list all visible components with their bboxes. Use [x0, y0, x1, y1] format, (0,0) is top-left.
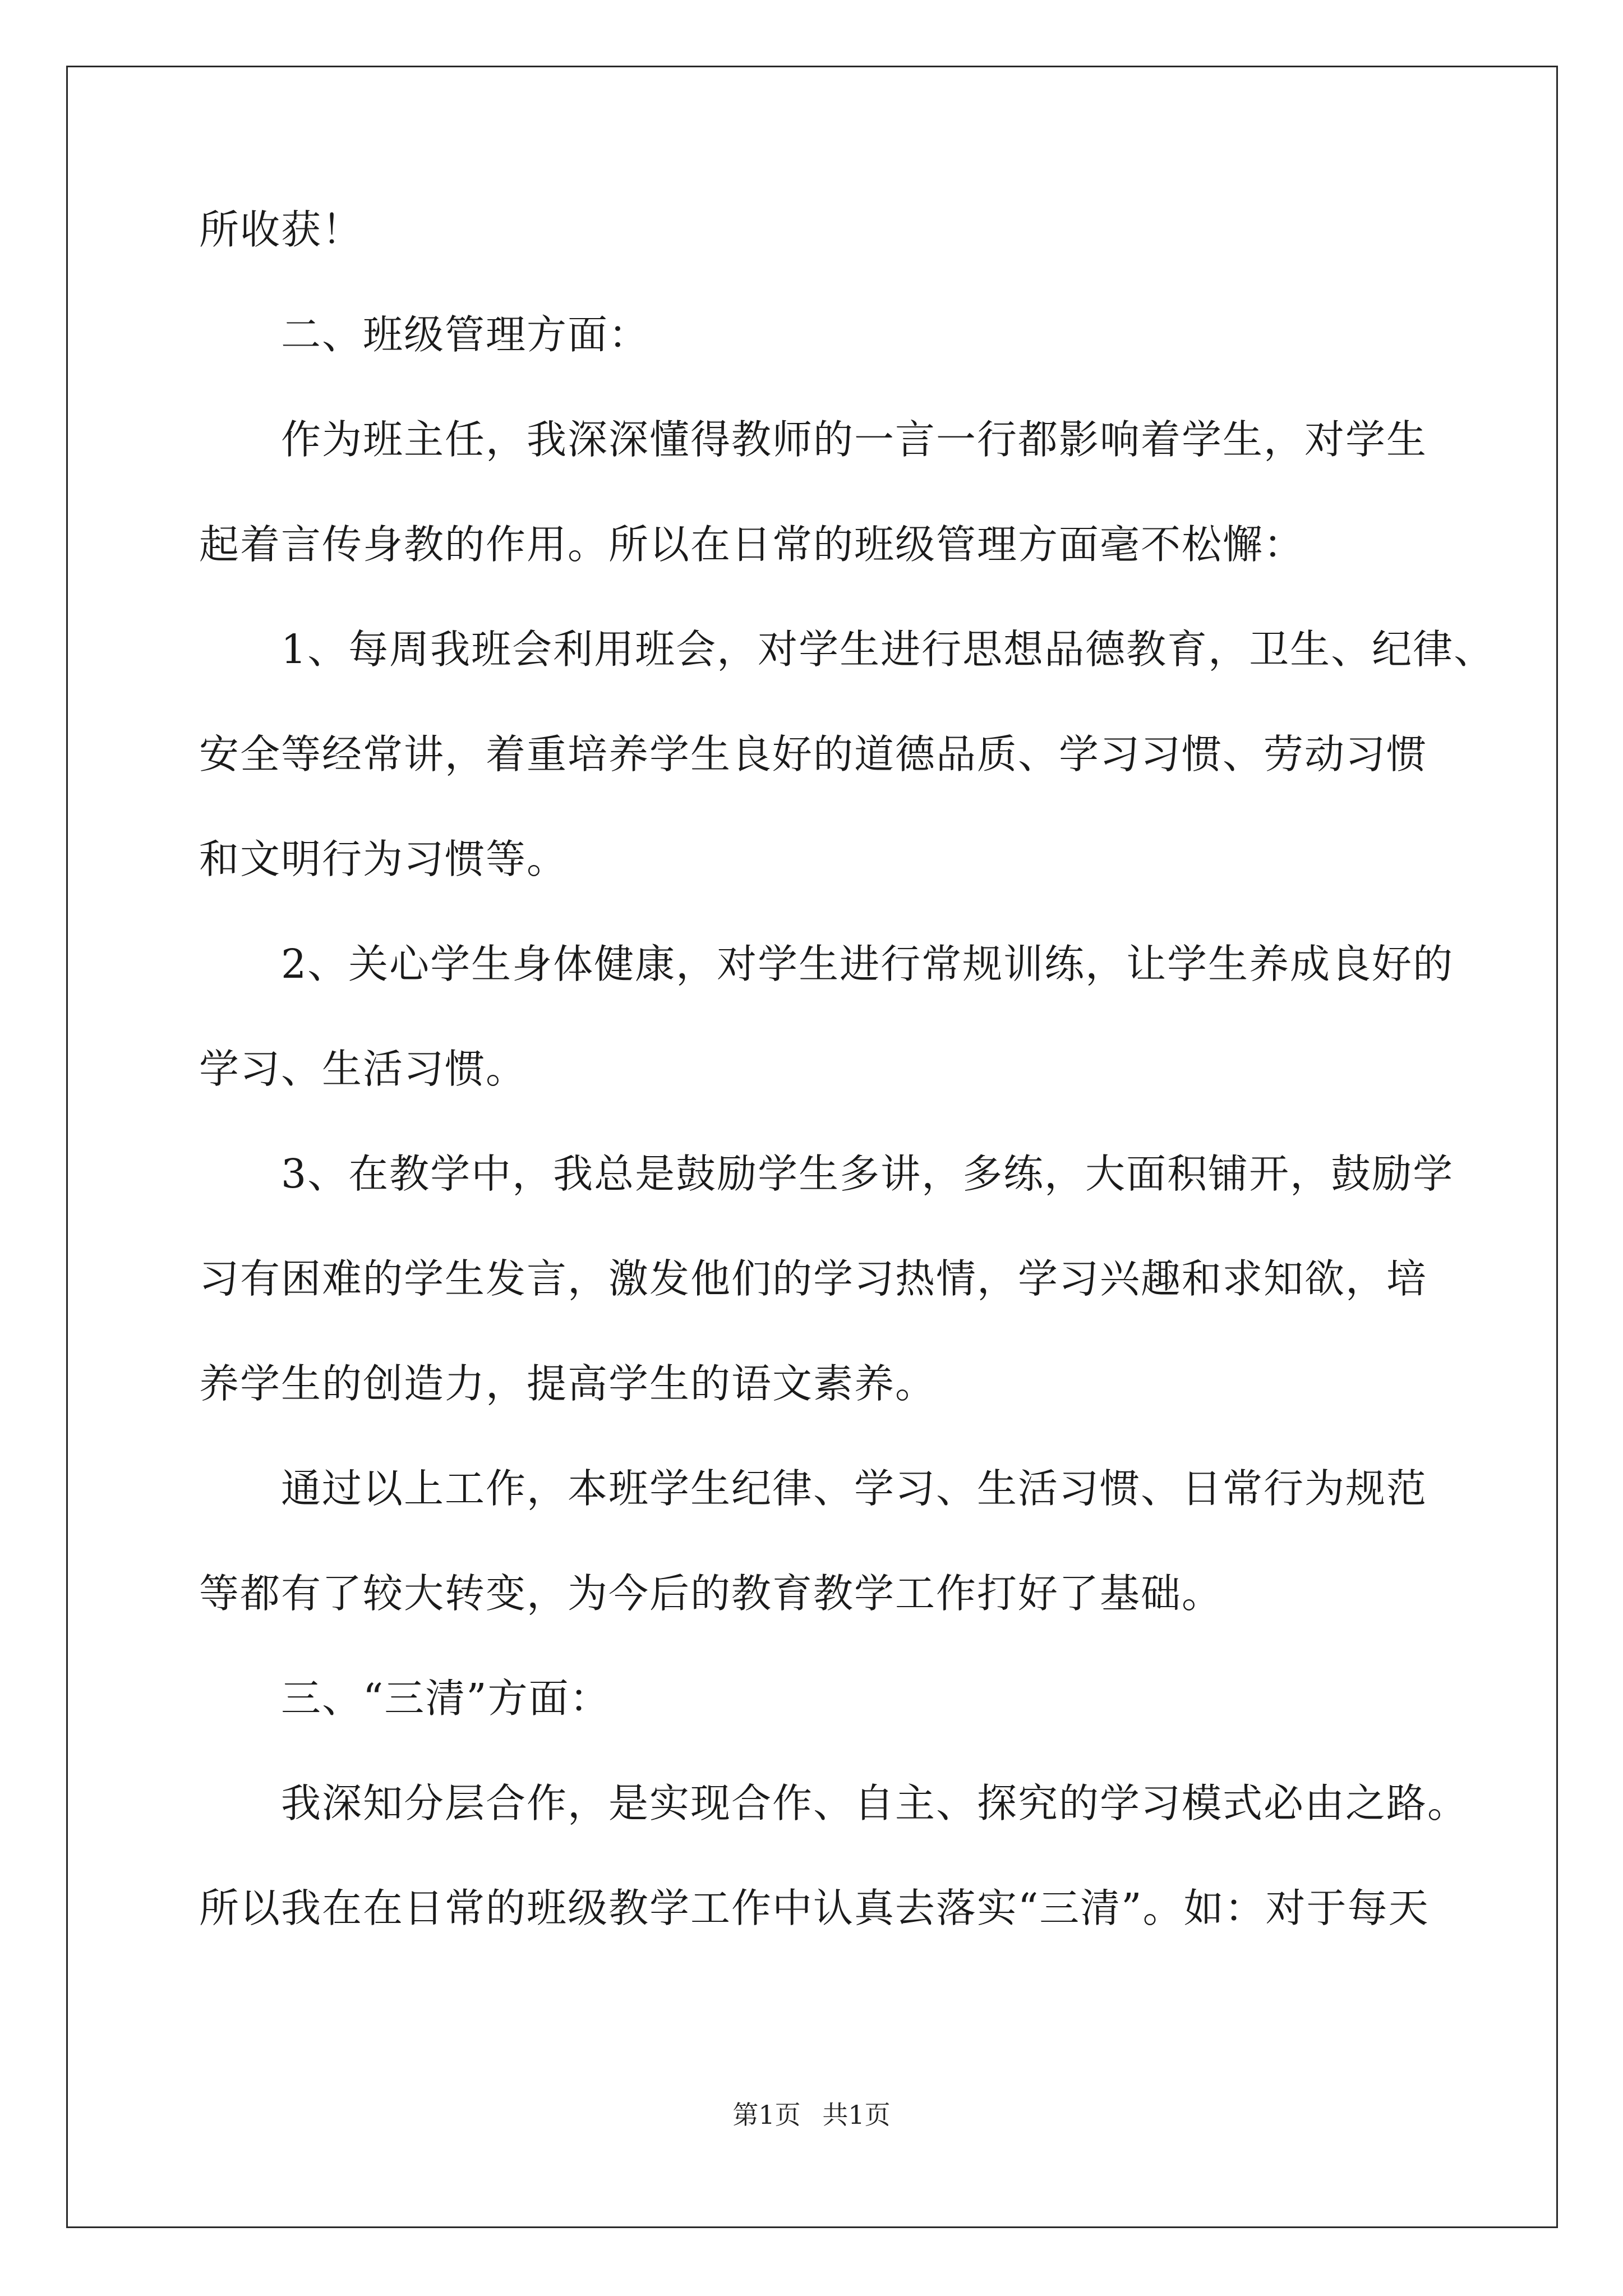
text-line: 和文明行为习惯等。 [199, 836, 568, 882]
text-line: 习有困难的学生发言，激发他们的学习热情，学习兴趣和求知欲，培 [199, 1255, 1428, 1302]
text-line: 安全等经常讲，着重培养学生良好的道德品质、学习习惯、劳动习惯 [199, 731, 1428, 777]
text-line: 养学生的创造力，提高学生的语文素养。 [199, 1360, 937, 1407]
text-line: 起着言传身教的作用。所以在日常的班级管理方面毫不松懈： [199, 521, 1305, 568]
text-line: 作为班主任，我深深懂得教师的一言一行都影响着学生，对学生 [199, 416, 1428, 463]
text-line: 2、关心学生身体健康，对学生进行常规训练，让学生养成良好的 [199, 941, 1454, 987]
text-line: 二、班级管理方面： [199, 311, 650, 358]
document-body [199, 202, 1495, 1936]
text-line: 等都有了较大转变，为今后的教育教学工作打好了基础。 [199, 1570, 1223, 1617]
text-line: 学习、生活习惯。 [199, 1046, 527, 1092]
page-total: 共1页 [822, 2100, 891, 2130]
page-number: 第1页 [732, 2100, 801, 2130]
page-footer [0, 2098, 1623, 2132]
text-line: 所以我在在日常的班级教学工作中认真去落实“三清”。如：对于每天 [199, 1885, 1430, 1931]
text-line: 三、“三清”方面： [199, 1675, 611, 1722]
text-line: 1、每周我班会利用班会，对学生进行思想品德教育，卫生、纪律、 [199, 626, 1495, 673]
text-line: 通过以上工作，本班学生纪律、学习、生活习惯、日常行为规范 [199, 1465, 1428, 1512]
text-line: 我深知分层合作，是实现合作、自主、探究的学习模式必由之路。 [199, 1780, 1469, 1826]
text-line: 3、在教学中，我总是鼓励学生多讲，多练，大面积铺开，鼓励学 [199, 1151, 1454, 1197]
text-line: 所收获！ [199, 206, 363, 253]
